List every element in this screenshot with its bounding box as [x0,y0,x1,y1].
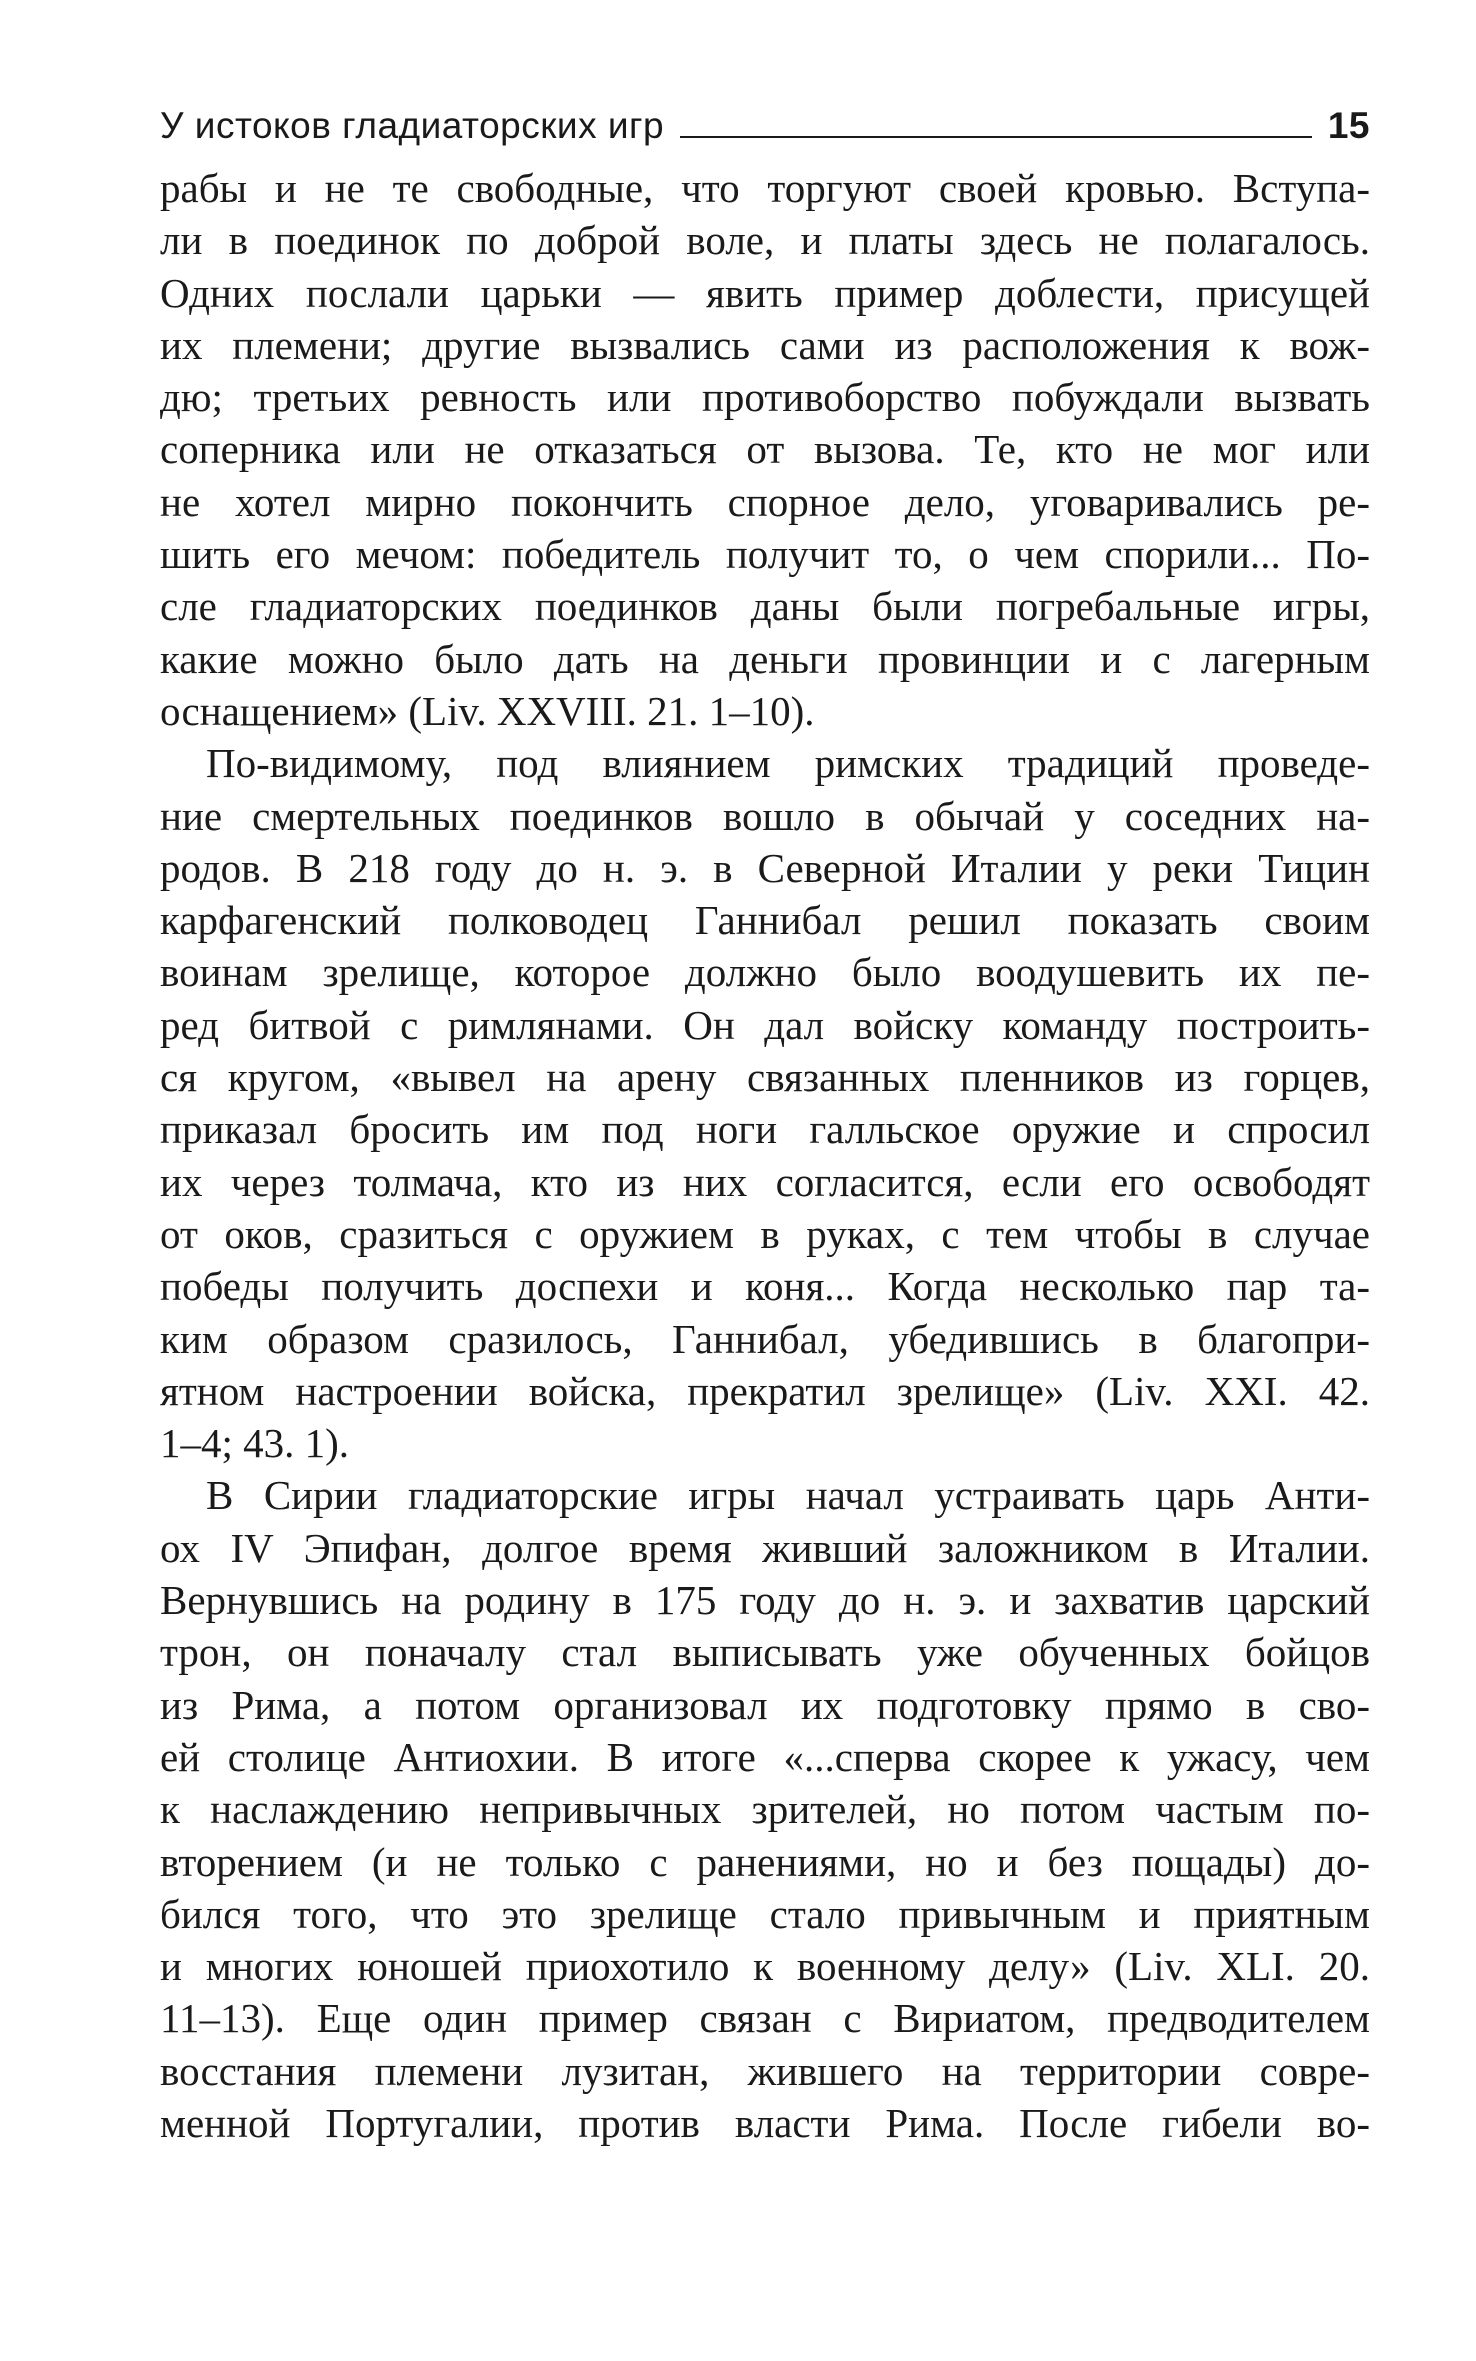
text-line: от оков, сразиться с оружием в руках, с тем чтобы в случае [160,1210,1370,1257]
text-line: какие можно было дать на деньги провинции и с лагерным [160,635,1370,682]
book-page [160,92,1370,2149]
text-line: 11–13). Еще один пример связан с Вириатом, предводителем [160,1995,1370,2042]
text-line: ред битвой с римлянами. Он дал войску команду построить- [160,1001,1370,1048]
text-line: родов. В 218 году до н. э. в Северной Италии у реки Тицин [160,844,1370,891]
text-line: ей столице Антиохии. В итоге «...сперва скорее к ужасу, чем [160,1733,1370,1780]
text-line: не хотел мирно покончить спорное дело, уговаривались ре- [160,478,1370,525]
text-line: победы получить доспехи и коня... Когда несколько пар та- [160,1263,1370,1310]
text-line: воинам зрелище, которое должно было воодушевить их пе- [160,949,1370,996]
running-title: У истоков гладиаторских игр [160,105,665,146]
paragraph [160,737,1370,1469]
text-line: оснащением» (Liv. XXVIII. 21. 1–10). [160,687,815,734]
text-line: карфагенский полководец Ганнибал решил показать своим [160,897,1370,944]
text-line: и многих юношей приохотило к военному делу» (Liv. XLI. 20. [160,1943,1370,1990]
body-text [160,162,1370,2149]
text-line: дю; третьих ревность или противоборство побуждали вызвать [160,374,1370,421]
text-line: ким образом сразилось, Ганнибал, убедившись в благопри- [160,1315,1370,1362]
text-line: восстания племени лузитан, жившего на территории совре- [160,2047,1370,2094]
text-line: шить его мечом: победитель получит то, о чем спорили... По- [160,531,1370,578]
text-line: Одних послали царьки — явить пример доблести, присущей [160,269,1370,316]
text-line: сле гладиаторских поединков даны были погребальные игры, [160,583,1370,630]
paragraph [160,162,1370,737]
text-line: менной Португалии, против власти Рима. После гибели во- [160,2099,1370,2146]
text-line: бился того, что это зрелище стало привычным и приятным [160,1890,1370,1937]
text-line: трон, он поначалу стал выписывать уже обученных бойцов [160,1629,1370,1676]
text-line: их племени; другие вызвались сами из расположения к вож- [160,321,1370,368]
text-line: рабы и не те свободные, что торгуют своей кровью. Вступа- [160,165,1370,211]
text-line: ние смертельных поединков вошло в обычай у соседних на- [160,792,1370,839]
text-line: приказал бросить им под ноги галльское оружие и спросил [160,1106,1370,1153]
text-line: 1–4; 43. 1). [160,1420,350,1467]
header-rule [680,136,1312,138]
text-line: к наслаждению непривычных зрителей, но потом частым по- [160,1786,1370,1833]
text-line: По-видимому, под влиянием римских традиций проведе- [206,740,1370,787]
text-line: ох IV Эпифан, долгое время живший заложником в Италии. [160,1524,1370,1571]
running-head [160,92,1370,144]
text-line: ятном настроении войска, прекратил зрелище» (Liv. XXI. 42. [160,1367,1370,1414]
text-line: их через толмача, кто из них согласится, если его освободят [160,1158,1370,1205]
text-line: из Рима, а потом организовал их подготовку прямо в сво- [160,1681,1370,1728]
text-line: Вернувшись на родину в 175 году до н. э. и захватив царский [160,1577,1370,1624]
text-line: ли в поединок по доброй воле, и платы здесь не полагалось. [160,217,1370,264]
text-line: соперника или не отказаться от вызова. Те, кто не мог или [160,426,1370,473]
text-line: ся кругом, «вывел на арену связанных пленников из горцев, [160,1054,1370,1101]
text-line: вторением (и не только с ранениями, но и без пощады) до- [160,1838,1370,1885]
paragraph [160,1469,1370,2149]
page-number: 15 [1327,105,1370,146]
text-line: В Сирии гладиаторские игры начал устраивать царь Анти- [206,1472,1370,1519]
